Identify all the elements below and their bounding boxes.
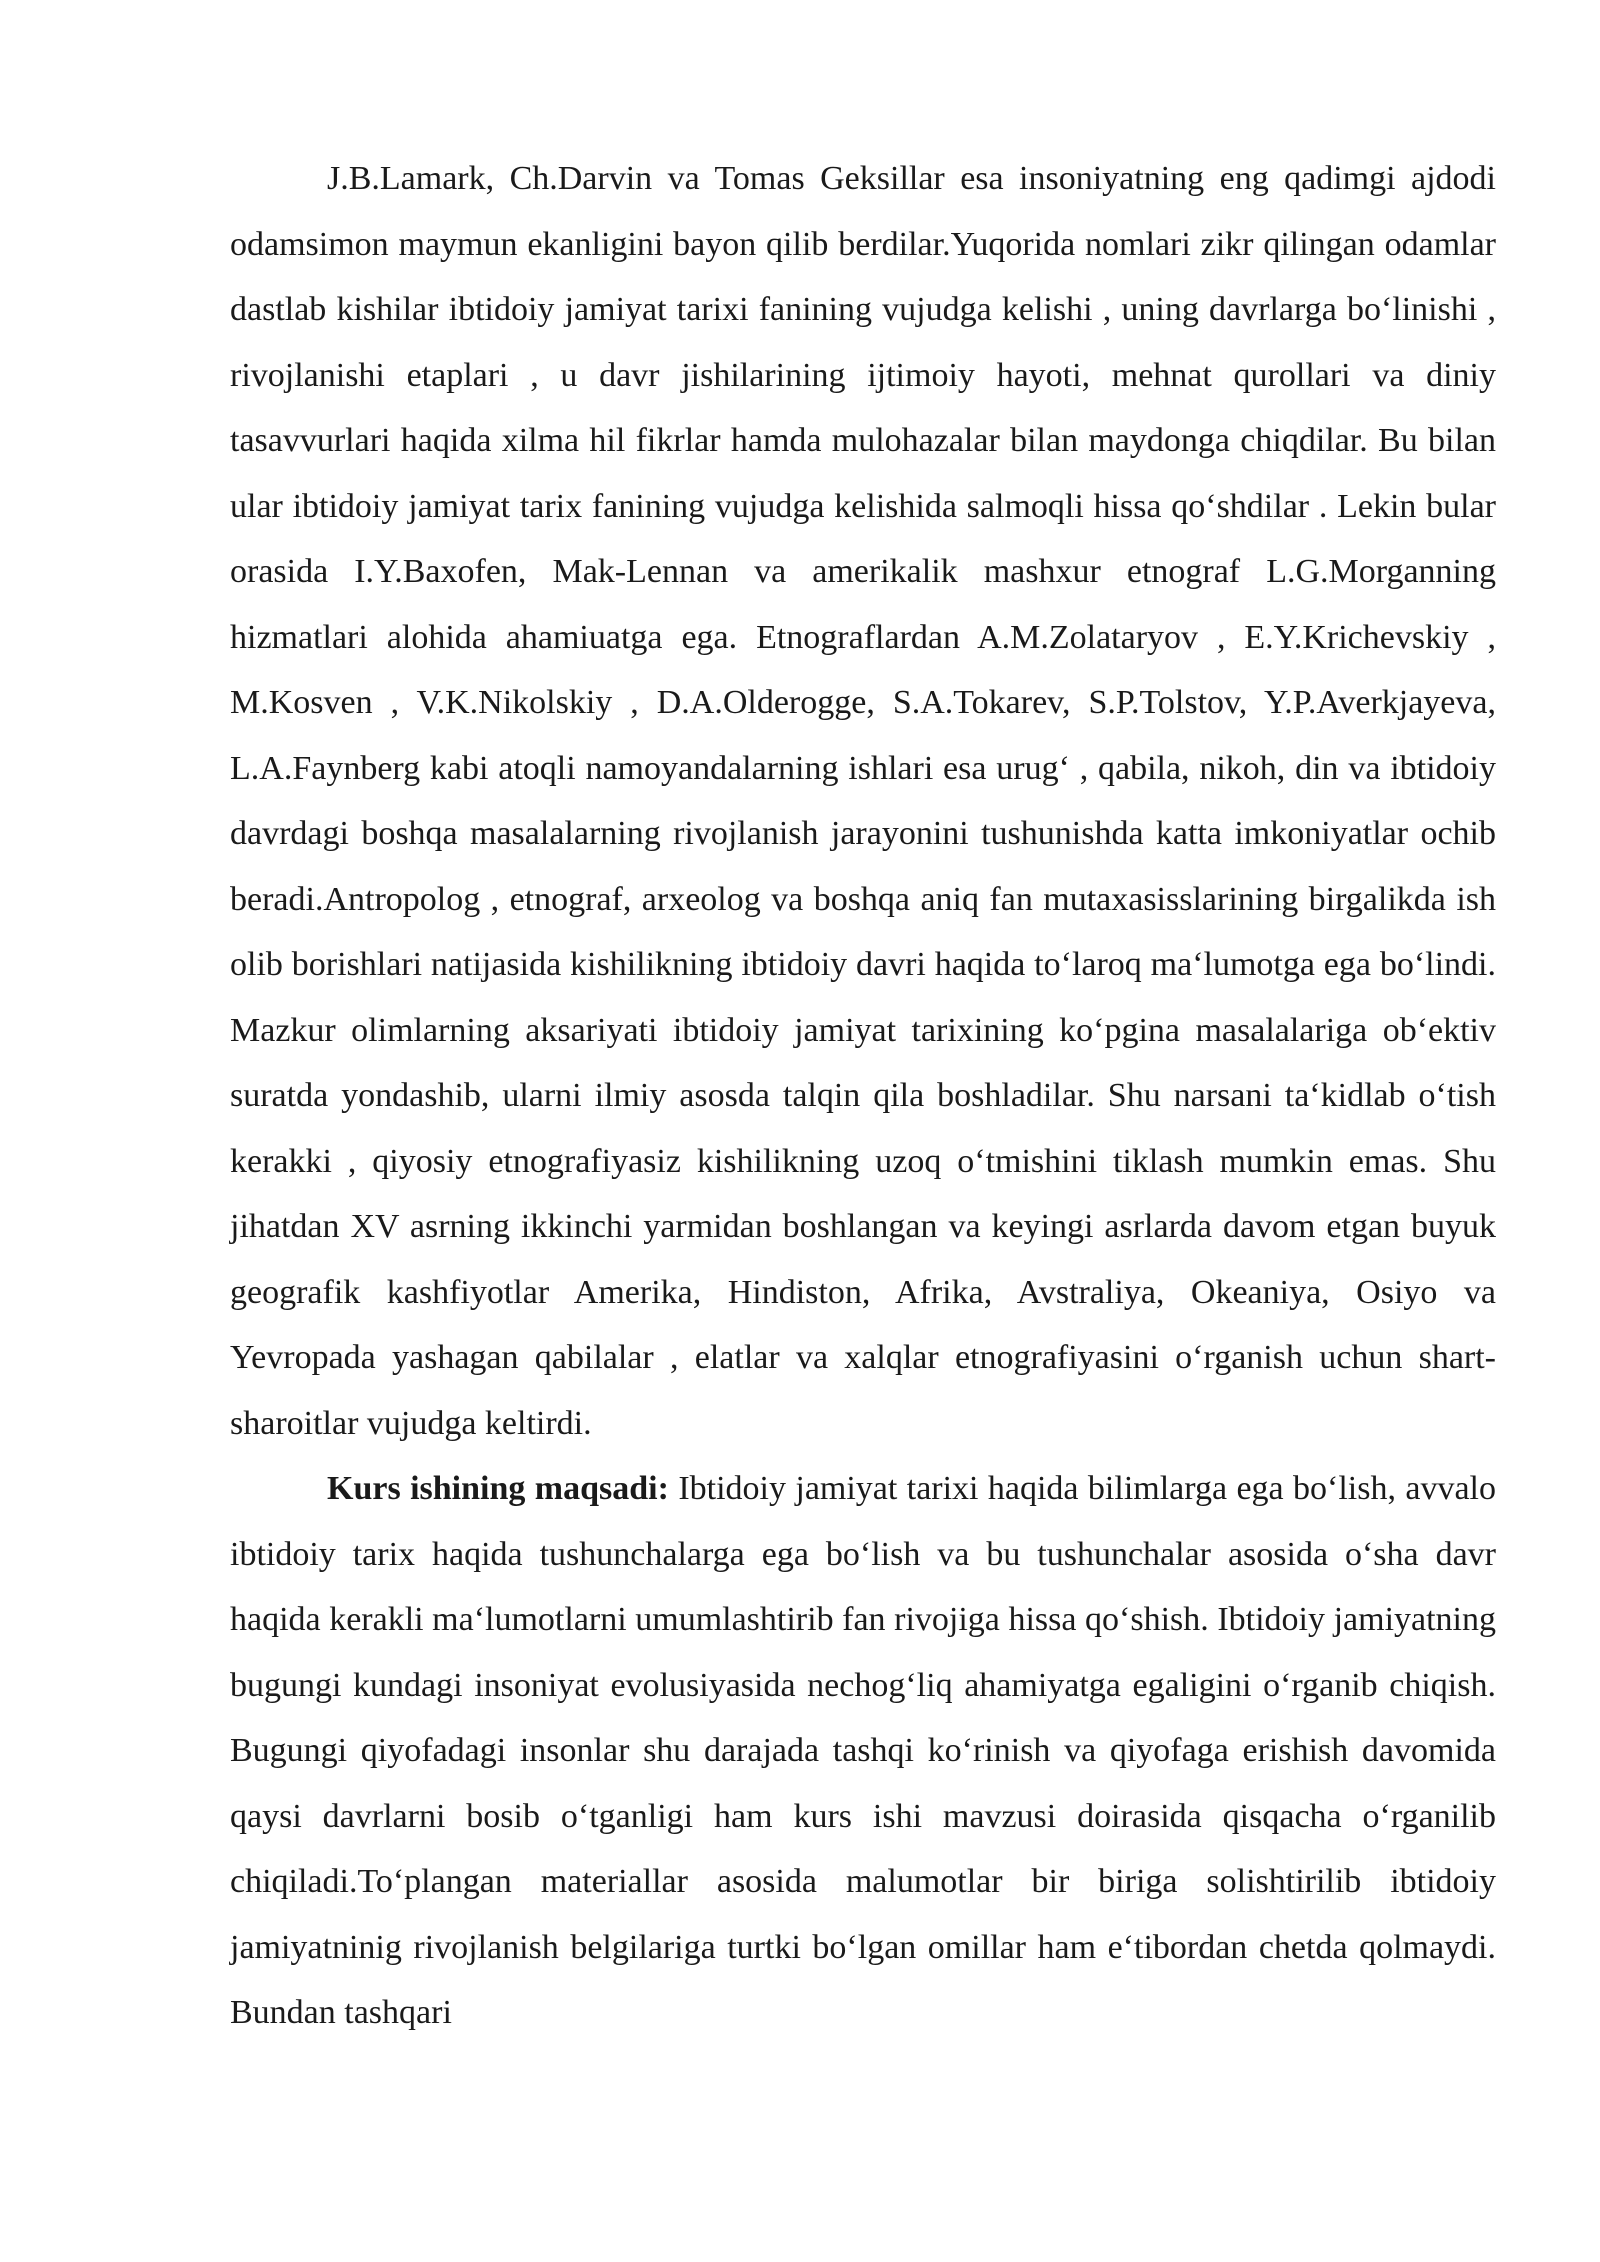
paragraph-course-goal [230,1456,1496,2046]
document-page [230,146,1496,2046]
course-goal-text: Ibtidoiy jamiyat tarixi haqida bilimlarga ega bo‘lish, avvalo ibtidoiy tarix haqida tushunchalarga ega bo‘lish va bu tushunchalar asosida o‘sha davr haqida kerakli ma‘lumotlarni umumlashtirib fan rivojiga hissa qo‘shish. Ibtidoiy jamiyatning bugungi kundagi insoniyat evolusiyasida nechog‘liq ahamiyatga egaligini o‘rganib chiqish. Bugungi qiyofadagi insonlar shu darajada tashqi ko‘rinish va qiyofaga erishish davomida qaysi davrlarni bosib o‘tganligi ham kurs ishi mavzusi doirasida qisqacha o‘rganilib chiqiladi.To‘plangan materiallar asosida malumotlar bir biriga solishtirilib ibtidoiy jamiyatninig rivojlanish belgilariga turtki bo‘lgan omillar ham e‘tibordan chetda qolmaydi. Bundan tashqari [230,1470,1496,2031]
course-goal-heading: Kurs ishining maqsadi: [327,1470,669,1507]
paragraph-intro: J.B.Lamark, Ch.Darvin va Tomas Geksillar esa insoniyatning eng qadimgi ajdodi odamsimon maymun ekanligini bayon qilib berdilar.Yuqorida nomlari zikr qilingan odamlar dastlab kishilar ibtidoiy jamiyat tarixi fanining vujudga kelishi , uning davrlarga bo‘linishi , rivojlanishi etaplari , u davr jishilarining ijtimoiy hayoti, mehnat qurollari va diniy tasavvurlari haqida xilma hil fikrlar hamda mulohazalar bilan maydonga chiqdilar. Bu bilan ular ibtidoiy jamiyat tarix fanining vujudga kelishida salmoqli hissa qo‘shdilar . Lekin bular orasida I.Y.Baxofen, Mak-Lennan va amerikalik mashxur etnograf L.G.Morganning hizmatlari alohida ahamiuatga ega. Etnograflardan A.M.Zolataryov , E.Y.Krichevskiy , M.Kosven , V.K.Nikolskiy , D.A.Olderogge, S.A.Tokarev, S.P.Tolstov, Y.P.Averkjayeva, L.A.Faynberg kabi atoqli namoyandalarning ishlari esa urug‘ , qabila, nikoh, din va ibtidoiy davrdagi boshqa masalalarning rivojlanish jarayonini tushunishda katta imkoniyatlar ochib beradi.Antropolog , etnograf, arxeolog va boshqa aniq fan mutaxasisslarining birgalikda ish olib borishlari natijasida kishilikning ibtidoiy davri haqida to‘laroq ma‘lumotga ega bo‘lindi. Mazkur olimlarning aksariyati ibtidoiy jamiyat tarixining ko‘pgina masalalariga ob‘ektiv suratda yondashib, ularni ilmiy asosda talqin qila boshladilar. Shu narsani ta‘kidlab o‘tish kerakki , qiyosiy etnografiyasiz kishilikning uzoq o‘tmishini tiklash mumkin emas. Shu jihatdan XV asrning ikkinchi yarmidan boshlangan va keyingi asrlarda davom etgan buyuk geografik kashfiyotlar Amerika, Hindiston, Afrika, Avstraliya, Okeaniya, Osiyo va Yevropada yashagan qabilalar , elatlar va xalqlar etnografiyasini o‘rganish uchun shart-sharoitlar vujudga keltirdi. [230,160,1496,1442]
